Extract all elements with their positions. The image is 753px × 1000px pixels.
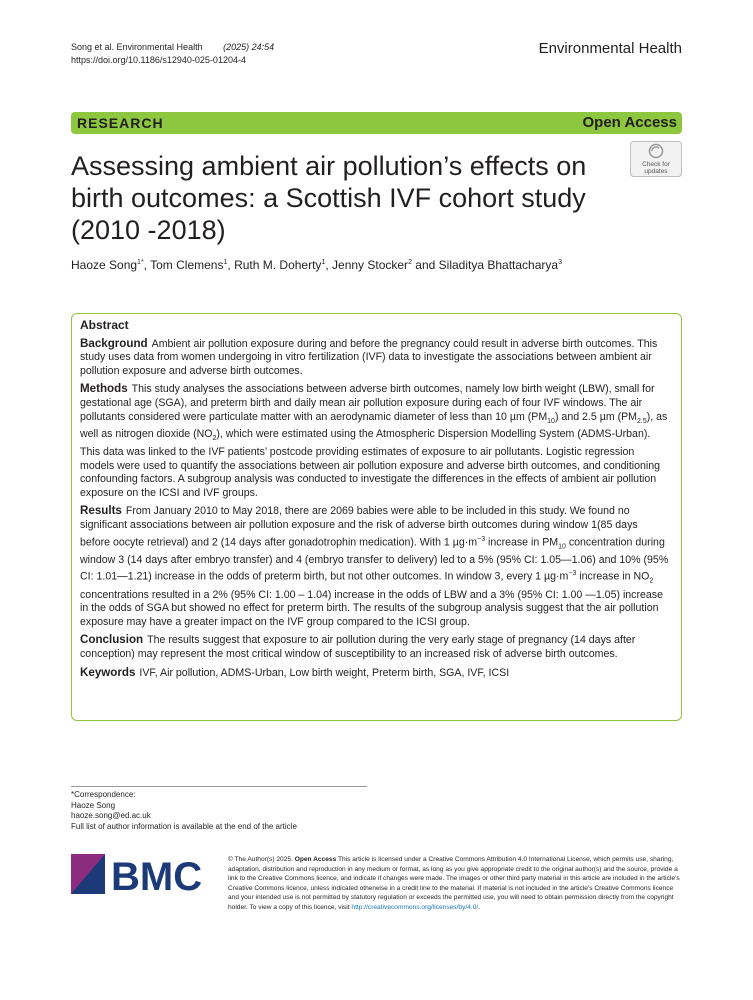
subscript: 2.5 bbox=[637, 417, 647, 425]
author-name[interactable]: Haoze Song bbox=[71, 258, 138, 272]
author-affiliation: 1 bbox=[321, 259, 326, 266]
footnote-line: *Correspondence: bbox=[71, 790, 136, 799]
methods-text: This study analyses the associations between adverse birth outcomes, namely low birth weight (LBW), small for gestational age (SGA), and preterm birth and daily mean air pollution exposure during each of four IVF windows. The air pollutants considered were particulate matter with an aerodynamic diameter of less than 10 µm (PM bbox=[80, 383, 655, 423]
methods-section bbox=[80, 382, 670, 500]
subscript: 10 bbox=[558, 543, 566, 551]
results-text: increase in NO bbox=[576, 570, 650, 583]
methods-label: Methods bbox=[80, 382, 128, 396]
author-affiliation: 3 bbox=[558, 259, 562, 266]
bmc-logo-icon bbox=[71, 852, 211, 896]
correspondence-footnote bbox=[71, 790, 297, 833]
conclusion-label: Conclusion bbox=[80, 633, 144, 647]
author-name[interactable]: Jenny Stocker bbox=[332, 258, 409, 272]
running-header bbox=[71, 41, 274, 67]
subscript: 2 bbox=[212, 435, 217, 443]
footnote-line: Full list of author information is available at the end of the article bbox=[71, 822, 297, 832]
license-body: This article is licensed under a Creative Commons Attribution 4.0 International License, which permits use, sharing, adaptation, distribution and reproduction in any medium or format, as long as you give appropriate credit to the original author(s) and the source, provide a link to the Creative Commons licence, and indicate if changes were made. The images or other third party material in this article are included in the article’s Creative Commons licence, unless indicated otherwise in a credit line to the material. If material is not included in the article’s Creative Commons licence and your intended use is not permitted by statutory regulation or exceeds the permitted use, you will need to obtain permission directly from the copyright holder. To view a copy of this licence, visit bbox=[228, 856, 680, 911]
journal-name: Environmental Health bbox=[538, 40, 682, 57]
author-list: Haoze Song$^{1*}$, Tom Clemens$^1$, Ruth M. Doherty$^1$, Jenny Stocker$^2$ and Siladitya Bhattacharya$^3$ bbox=[71, 258, 562, 272]
check-updates-line2: updates bbox=[644, 168, 668, 175]
results-text: From January 2010 to May 2018, there are 2069 babies were able to be included in this study. We found no significant associations between air pollution exposure and the risk of adverse birth outcomes during window 1(85 days before oocyte retrieval) and 2 (14 days after gonadotrophin medication). With 1 µg·m bbox=[80, 505, 638, 549]
author-name[interactable]: Siladitya Bhattacharya bbox=[438, 258, 559, 272]
keywords-text: IVF, Air pollution, ADMS-Urban, Low birth weight, Preterm birth, SGA, IVF, ICSI bbox=[139, 666, 510, 679]
methods-text: ), as well as nitrogen dioxide (NO bbox=[80, 410, 668, 441]
year-volume: (2025) 24:54 bbox=[223, 42, 275, 52]
footnote-divider bbox=[71, 786, 367, 787]
results-text: concentration during window 3 (14 days after embryo transfer) and 4 (embryo transfer to delivery) led to a 5% (95% CI: 1.05—1.06) and 10% (95% CI: 1.01—1.21) increase in the odds of preterm birth, but not other outcomes. In window 3, every 1 µg·m bbox=[80, 536, 669, 583]
license-open-access: Open Access bbox=[294, 856, 337, 863]
background-section bbox=[80, 337, 670, 379]
footnote-line: Haoze Song bbox=[71, 800, 116, 810]
keywords-label: Keywords bbox=[80, 665, 136, 679]
subscript: 2 bbox=[649, 578, 654, 585]
doi-link[interactable]: https://doi.org/10.1186/s12940-025-01204-4 bbox=[71, 55, 246, 65]
citation: Song et al. Environmental Health bbox=[71, 42, 203, 52]
methods-text: ), which were estimated using the Atmospheric Dispersion Modelling System (ADMS-Urban). This data was linked to the IVF patients’ postcode providing estimates of exposure to air pollutants. Logistic regression models were used to quantify the associations between air pollution exposure and adverse birth outcomes, and conditioning confounding factors. A subgroup analysis was conducted to investigate the differences in the effects of ambient air pollution exposure on the ICSI and IVF groups. bbox=[80, 428, 661, 499]
license-prefix: © The Author(s) 2025. bbox=[228, 856, 293, 863]
abstract-heading: Abstract bbox=[80, 318, 129, 332]
author-affiliation: 1 bbox=[223, 259, 228, 266]
article-type: RESEARCH bbox=[77, 115, 164, 131]
author-affiliation: 1* bbox=[137, 259, 144, 266]
conclusion-text: The results suggest that exposure to air pollution during the very early stage of pregnancy (14 days after conception) may represent the most critical window of susceptibility to an increased risk of adverse birth outcomes. bbox=[80, 634, 636, 660]
correspondence-email[interactable]: haoze.song@ed.ac.uk bbox=[71, 811, 151, 821]
background-text: Ambient air pollution exposure during and before the pregnancy could result in adverse birth outcomes. This study uses data from women undergoing in vitro fertilization (IVF) data to investigate the associations between ambient air pollution exposure and adverse birth outcomes. bbox=[80, 337, 658, 377]
abstract-box bbox=[71, 313, 682, 721]
license-text bbox=[228, 855, 680, 913]
article-type-banner bbox=[71, 112, 682, 134]
methods-text: ) and 2.5 µm (PM bbox=[554, 410, 638, 423]
subscript: 10 bbox=[547, 417, 555, 425]
article-title: Assessing ambient air pollution’s effects on birth outcomes: a Scottish IVF cohort study (2010 -2018) bbox=[71, 151, 587, 245]
conclusion-section bbox=[80, 633, 670, 661]
results-label: Results bbox=[80, 504, 122, 518]
check-updates-line1: Check for bbox=[642, 161, 670, 168]
license-link[interactable]: http://creativecommons.org/licenses/by/4.0/ bbox=[351, 903, 479, 911]
results-text: increase in PM bbox=[485, 536, 559, 549]
author-name[interactable]: Tom Clemens bbox=[150, 258, 224, 272]
results-section bbox=[80, 504, 670, 629]
superscript: −3 bbox=[477, 535, 486, 543]
author-affiliation: 2 bbox=[408, 259, 412, 266]
open-access-label: Open Access bbox=[582, 114, 677, 131]
background-label: Background bbox=[80, 336, 148, 350]
superscript: −3 bbox=[568, 570, 577, 578]
bmc-logo-text: BMC bbox=[111, 855, 203, 896]
author-name[interactable]: Ruth M. Doherty bbox=[234, 258, 322, 272]
check-for-updates-icon[interactable] bbox=[630, 141, 682, 177]
results-text: concentrations resulted in a 2% (95% CI: 1.00 – 1.04) increase in the odds of LBW and a 3% (95% CI: 1.00 —1.05) increase in the odds of SGA but showed no effect for preterm birth. The results of the subgroup analysis suggest that the air pollution exposure may have a greater impact on the IVF group compared to the ICSI group. bbox=[80, 588, 663, 628]
keywords-section bbox=[80, 666, 670, 681]
license-suffix: . bbox=[478, 903, 481, 911]
